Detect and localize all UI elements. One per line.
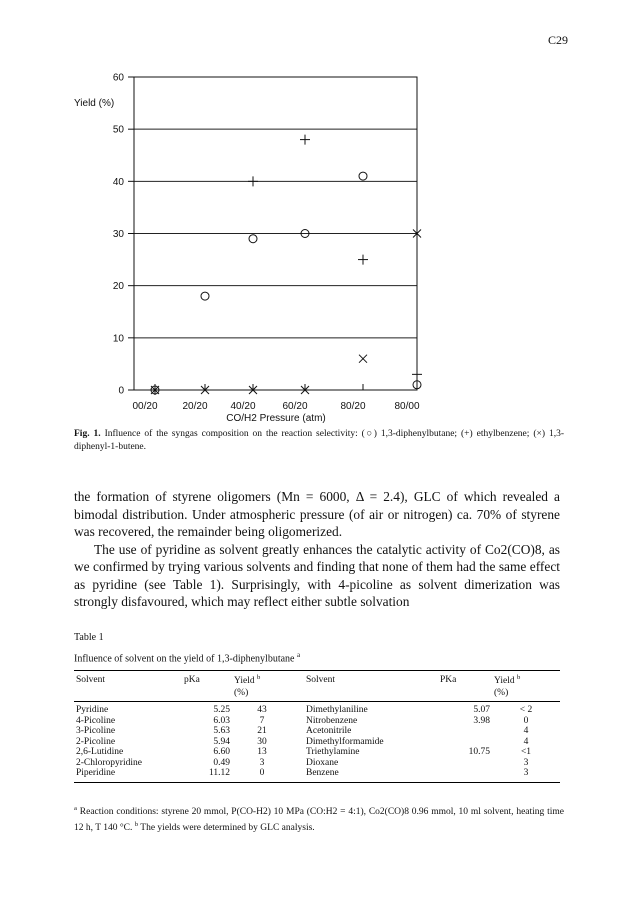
table-cell: 2,6-Lutidine: [76, 747, 124, 758]
table-cell: Triethylamine: [306, 747, 360, 758]
table-body: [74, 702, 560, 783]
table-caption-mark: a: [297, 651, 301, 659]
x-axis-label: CO/H2 Pressure (atm): [226, 413, 326, 424]
header-yield: [232, 671, 292, 688]
header-pka: pKa: [182, 671, 232, 688]
table-cell: 3: [523, 757, 529, 768]
table-cell: 4-Picoline: [76, 715, 116, 726]
table-cell: 6.60: [213, 747, 230, 758]
table-cell: 5.07: [473, 705, 490, 716]
solvent-table: [74, 670, 560, 783]
table-cell: Piperidine: [74, 768, 182, 782]
y-tick-label: 40: [112, 176, 124, 188]
header-yield-2: [492, 671, 560, 688]
header-yield-unit: (%): [232, 687, 292, 702]
x-tick-label: 80/20: [340, 401, 366, 412]
table-cell: Nitrobenzene: [306, 715, 358, 726]
figure-label: Fig. 1.: [74, 429, 101, 439]
chart-grid: [128, 77, 417, 390]
footnote-a: Reaction conditions: styrene 20 mmol, P(CO-H2) 10 MPa (CO:H2 = 4:1), Co2(CO)8 0.96 mmol, 10 ml solvent, heating time 12 h, T 140 °C.: [74, 807, 564, 833]
table-cell: 3: [259, 757, 265, 768]
table-row: [74, 702, 560, 716]
table-row: [74, 747, 560, 758]
x-tick-label: 60/20: [282, 401, 308, 412]
header-yield-2-unit: (%): [492, 687, 560, 702]
paragraph-1: the formation of styrene oligomers (Mn = 6000, Δ = 2.4), GLC of which revealed a bimodal distribution. Under atmospheric pressure (of air or nitrogen) ca. 70% of styrene was recovered, the remainder being oligomerized.: [74, 489, 560, 539]
y-tick-label: 20: [112, 281, 124, 293]
table-row: [74, 758, 560, 769]
x-tick-label: 40/20: [230, 401, 256, 412]
table-cell: 6.03: [213, 715, 230, 726]
table-cell: 3: [492, 768, 560, 782]
table-cell: 0: [232, 768, 292, 782]
point-cross: [359, 355, 367, 363]
point-circle: [249, 235, 257, 243]
table-row: [74, 768, 560, 782]
table-cell: 4: [523, 726, 529, 737]
table-cell: 5.63: [213, 726, 230, 737]
y-tick-label: 10: [112, 333, 124, 345]
table-cell: 30: [257, 736, 267, 747]
table-cell: 7: [259, 715, 265, 726]
table-cell: 4: [523, 736, 529, 747]
data-points: [150, 135, 422, 395]
table-cell: 13: [257, 747, 267, 758]
y-tick-label: 30: [112, 229, 124, 240]
table-cell: [438, 768, 492, 782]
table-cell: Pyridine: [76, 705, 109, 716]
point-circle: [201, 292, 209, 300]
table-cell: <1: [520, 747, 532, 758]
table-row: [74, 737, 560, 748]
table-title: Table 1: [74, 632, 104, 643]
table-cell: 43: [257, 705, 267, 716]
body-text: [74, 488, 560, 611]
figure-1-chart: [0, 0, 632, 430]
footnote-b: The yields were determined by GLC analysis.: [140, 822, 315, 833]
table-caption-text: Influence of solvent on the yield of 1,3-diphenylbutane: [74, 653, 295, 665]
y-tick-label: 0: [118, 385, 124, 397]
table-footnotes: [74, 803, 564, 834]
table-row: [74, 716, 560, 727]
header-yield-2-mark: b: [516, 674, 521, 681]
table-cell: Dimethylformamide: [306, 736, 384, 747]
table-cell: 0.49: [213, 757, 230, 768]
table-cell: 5.94: [213, 736, 230, 747]
table-cell: 10.75: [468, 747, 490, 758]
figure-caption: [74, 428, 564, 453]
table-cell: Benzene: [292, 768, 438, 782]
table-cell: [438, 758, 492, 769]
table-cell: Dioxane: [306, 757, 339, 768]
footnote-b-mark: b: [134, 820, 139, 828]
table-cell: 5.25: [213, 705, 230, 716]
table-cell: Acetonitrile: [306, 726, 352, 737]
header-solvent: Solvent: [74, 671, 182, 688]
table-cell: 3-Picoline: [76, 726, 116, 737]
header-yield-2-text: Yield: [494, 676, 515, 687]
table-cell: [438, 737, 492, 748]
x-tick-labels: [132, 401, 419, 412]
table-cell: Dimethylaniline: [306, 705, 368, 716]
header-pka-2: PKa: [438, 671, 492, 688]
y-axis-label: Yield (%): [74, 98, 115, 109]
header-yield-text: Yield: [234, 676, 255, 687]
table-cell: < 2: [519, 705, 533, 716]
table-cell: 3.98: [473, 715, 490, 726]
table-cell: 2-Picoline: [76, 736, 116, 747]
point-plus: [248, 176, 258, 186]
y-tick-labels: [113, 73, 125, 397]
point-plus: [412, 369, 422, 379]
table-cell: 2-Chloropyridine: [76, 757, 142, 768]
table-cell: [438, 726, 492, 737]
y-tick-label: 50: [112, 124, 124, 136]
x-tick-label: 00/20: [132, 401, 158, 412]
header-solvent-2: Solvent: [292, 671, 438, 688]
x-tick-label: 80/00: [394, 401, 420, 412]
table-cell: 11.12: [182, 768, 232, 782]
table-caption: [74, 651, 300, 664]
point-plus: [300, 135, 310, 145]
point-circle: [359, 172, 367, 180]
page-number: C29: [547, 33, 568, 47]
point-plus: [358, 255, 368, 265]
x-tick-label: 20/20: [182, 401, 208, 412]
table-row: [74, 726, 560, 737]
table-cell: 21: [257, 726, 267, 737]
footnote-a-mark: a: [74, 805, 77, 812]
table-cell: 0: [523, 715, 529, 726]
figure-caption-text: Influence of the syngas composition on the reaction selectivity: (○) 1,3-diphenylbutane; (+) ethylbenzene; (×) 1,3-diphenyl-1-butene.: [74, 429, 564, 452]
header-yield-mark: b: [256, 674, 261, 681]
y-tick-label: 60: [112, 72, 124, 84]
paragraph-2: The use of pyridine as solvent greatly enhances the catalytic activity of Co2(CO)8, as we confirmed by trying various solvents and finding that none of them had the same effect as pyridine (see Table 1). Surprisingly, with 4-picoline as solvent dimerization was strongly disfavoured, which may reflect either subtle solvation: [74, 541, 560, 609]
